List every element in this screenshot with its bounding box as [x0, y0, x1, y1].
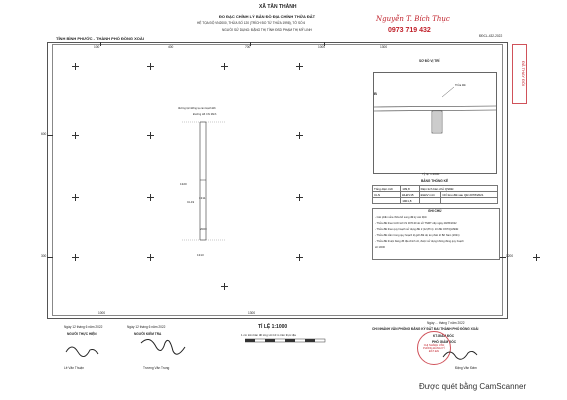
grid-label: 1200: [506, 254, 514, 258]
commune-title: XÃ TÂN THÀNH: [259, 4, 297, 10]
grid-cross: [221, 63, 228, 70]
table-cell: [419, 198, 441, 204]
grid-cross: [147, 63, 154, 70]
grid-cross: [296, 194, 303, 201]
grid-cross: [147, 132, 154, 139]
note-line: - Thửa đất thuộc bảng đồ địa chính cũ, được sử dụng không đúng quy hoạch: [375, 240, 464, 243]
dim-label: 1311: [199, 196, 206, 200]
table-row: [373, 198, 498, 204]
scanner-watermark: Được quét bằng CamScanner: [419, 382, 527, 391]
grid-cross: [72, 194, 79, 201]
parcel-callout: Thửa đất: [455, 84, 466, 87]
stats-title: BẢNG THỐNG KÊ: [421, 179, 449, 183]
right-org: CHI NHÁNH VĂN PHÒNG ĐĂNG KÝ ĐẤT ĐAI THÀNH PHỐ ĐỒNG XOÀI: [372, 327, 479, 331]
grid-cross: [72, 63, 79, 70]
table-cell: ĐLĐV mới: [419, 192, 441, 198]
edge-tick: [500, 257, 506, 258]
handwritten-phone: 0973 719 432: [388, 27, 431, 34]
road-label: Đường Hồ Chí Minh: [193, 113, 217, 116]
left-date: Ngày 12 tháng 6 năm 2022: [64, 325, 103, 329]
right-date: Ngày ... tháng 7 năm 2022: [427, 321, 465, 325]
owner-line: NGƯỜI SỬ DỤNG: ĐẶNG THỊ TÌNH ĐSD PHẠM THỊ MỸ LINH: [222, 28, 312, 32]
grid-cross: [221, 283, 228, 290]
notes-box: [372, 208, 500, 260]
note-line: số 1/000: [375, 246, 385, 249]
grid-label: 300: [41, 254, 47, 258]
document-subtitle: HỆ TỌA ĐỘ VN2000, THỬA SỐ 120 (TRÍCH ĐO TỪ THỬA 1998), TỜ SỐ 6: [197, 21, 306, 25]
dim-label: 1320: [180, 182, 187, 186]
note-line: - Các phần sửa chữa bổ sung đã ký xác định: [375, 216, 427, 219]
grid-cross: [147, 254, 154, 261]
table-cell: Chỉ tiêu đất sau QĐ 2078/2021: [441, 192, 498, 198]
grid-label: 600: [41, 132, 47, 136]
edge-tick: [100, 42, 101, 46]
grid-cross: [147, 194, 154, 201]
mid-date: Ngày 12 tháng 6 năm 2022: [127, 325, 166, 329]
dim-label: 1313: [197, 253, 204, 257]
table-cell: Tổng diện tích: [373, 186, 401, 192]
left-name: Lê Văn Thuận: [64, 366, 84, 370]
notes-title: GHI CHÚ: [428, 209, 442, 213]
table-cell: ĐLĐV15: [401, 192, 419, 198]
grid-label: 100: [94, 45, 100, 49]
grid-label: 700: [245, 45, 251, 49]
stats-table: [372, 185, 498, 204]
location-title: SƠ ĐỒ VỊ TRÍ: [419, 59, 440, 63]
mid-role: NGƯỜI KIỂM TRA: [134, 332, 162, 336]
table-cell: Diện tích bàn chủ QSDĐ: [419, 186, 497, 192]
left-role: NGƯỜI THỰC HIỆN: [67, 332, 97, 336]
scale-note: 1 cm trên bản đồ ứng với 10 m trên thực địa: [241, 333, 296, 337]
table-cell: 109,8: [401, 186, 419, 192]
grid-label: 1300: [380, 45, 388, 49]
scale-label: TỈ LỆ 1:1000: [258, 324, 288, 330]
doc-code: ĐĐCL-432-2022: [479, 34, 503, 38]
province-heading: TỈNH BÌNH PHƯỚC - THÀNH PHỐ ĐỒNG XOÀI: [56, 36, 144, 41]
right-signature: [440, 345, 480, 365]
dim-label: 2003: [200, 227, 207, 231]
table-cell: [441, 198, 498, 204]
right-subrole: PHÓ GIÁM ĐỐC: [432, 340, 457, 344]
edge-tick: [250, 42, 251, 46]
handwritten-name: Nguyễn T. Bích Thục: [376, 15, 450, 23]
north-arrow-label: B: [374, 91, 377, 96]
table-cell: 1901,8: [401, 198, 419, 204]
dim-label: CL19: [187, 200, 195, 204]
right-name: Đặng Văn Đảm: [455, 366, 477, 370]
grid-label: 1300: [248, 311, 256, 315]
note-line: - Thửa đất theo quy hoạch sử dụng đất 2 (12,87m): 10 đất ONT/QHSDĐ: [375, 228, 459, 231]
note-line: - Thửa đất nằm trong quy hoạch lộ giới đất dự án phân lô Bờ Nam (2021): [375, 234, 460, 237]
note-line: - Thửa đất theo GCN số CS 307130 do sở TNMT cấp ngày 29/05/2022: [375, 222, 457, 225]
grid-cross: [533, 254, 540, 261]
grid-label: 1000: [318, 45, 326, 49]
table-cell: CLN: [373, 192, 401, 198]
mid-name: Trương Văn Trung: [143, 366, 170, 370]
grid-cross: [296, 63, 303, 70]
scale-bar: [245, 338, 327, 344]
edge-tick: [47, 135, 53, 136]
location-diagram: [373, 72, 497, 174]
location-scale: Tỷ lệ: 1:2000: [422, 172, 440, 176]
mid-signature: [135, 333, 195, 368]
document-title: ĐO ĐẠC CHỈNH LÝ BẢN ĐỒ ĐỊA CHÍNH THỬA ĐẤT: [219, 14, 316, 19]
left-signature: [62, 338, 102, 363]
grid-label: 400: [168, 45, 174, 49]
grid-cross: [72, 254, 79, 261]
parcel-top-label: đường tộc Đồng tạ can Hạnh Đồ: [178, 107, 216, 110]
edge-tick: [324, 42, 325, 46]
stamp-text: CHI NHÁNH VĂN PHÒNG ĐĂNG KÝ ĐẤT ĐAI: [423, 344, 445, 353]
side-stamp: ĐÃ THAY ĐỔI: [512, 44, 527, 104]
grid-cross: [296, 254, 303, 261]
edge-tick: [47, 257, 53, 258]
table-cell: [373, 198, 401, 204]
right-role: KT.GIÁM ĐỐC: [433, 334, 455, 338]
grid-cross: [72, 132, 79, 139]
grid-cross: [296, 132, 303, 139]
grid-label: 1000: [98, 311, 106, 315]
